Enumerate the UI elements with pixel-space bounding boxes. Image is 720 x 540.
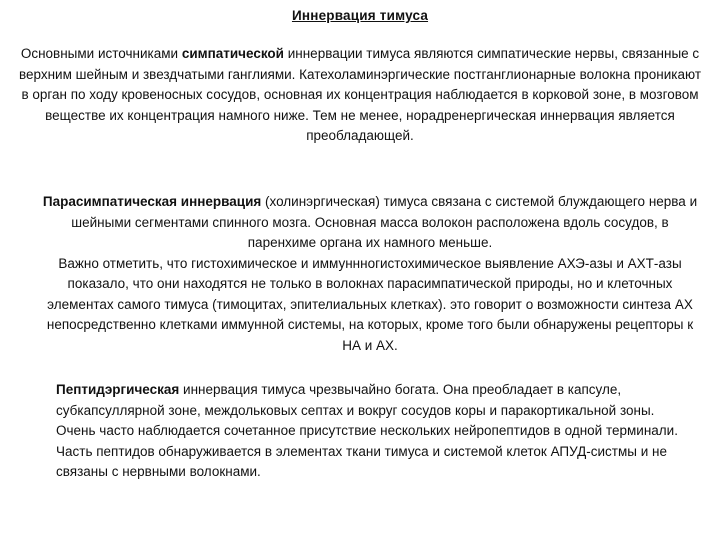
parasympathetic-bold-term: Парасимпатическая иннервация	[42, 194, 262, 209]
sympathetic-paragraph	[14, 44, 706, 147]
parasympathetic-text	[40, 192, 700, 254]
parasympathetic-rest: (холинэргическая) тимуса связана с системой блуждающего нерва и шейными сегментами спинного мозга. Основная масса волокон расположена вдоль сосудов, в паренхиме органа их намного меньше.	[71, 194, 698, 250]
sympathetic-lead: Основными источниками	[20, 46, 182, 61]
parasympathetic-section	[40, 192, 700, 356]
peptidergic-text	[56, 380, 678, 421]
sympathetic-text	[14, 44, 706, 147]
sympathetic-rest: иннервации тимуса являются симпатические нервы, связанные с верхним шейным и звездчатыми ганглиями. Катехоламинэргические постганглионарные волокна проникают в орган по ходу кровеносных сосудов, основная их концентрация наблюдается в корковой зоне, в мозговом веществе их концентрация намного ниже. Тем не менее, норадренергическая иннервация является преобладающей.	[18, 46, 702, 143]
sympathetic-bold-term: симпатической	[181, 46, 284, 61]
page-title: Иннервация тимуса	[291, 8, 429, 23]
peptidergic-rest: иннервация тимуса чрезвычайно богата. Она преобладает в капсуле, субкапсуллярной зоне, междольковых септах и вокруг сосудов коры и паракортикальной зоны.	[56, 382, 655, 418]
peptidergic-bold-term: Пептидэргическая	[56, 382, 180, 397]
peptidergic-section	[56, 380, 678, 483]
peptidergic-paragraph-2: Очень часто наблюдается сочетанное присутствие нескольких нейропептидов в одной терминали. Часть пептидов обнаруживается в элементах ткани тимуса и системой клеток АПУД-систмы и не связаны с нервными волокнами.	[56, 423, 678, 479]
parasympathetic-paragraph-2: Важно отметить, что гистохимическое и иммуннногистохимическое выявление АХЭ-азы и АХТ-азы показало, что они находятся не только в волокнах парасимпатической природы, но и клеточных элементах самого тимуса (тимоцитах, эпителиальных клетках). это говорит о возможности синтеза АХ непосредственно клетками иммунной системы, на которых, кроме того были обнаружены рецепторы к НА и АХ.	[46, 255, 694, 353]
